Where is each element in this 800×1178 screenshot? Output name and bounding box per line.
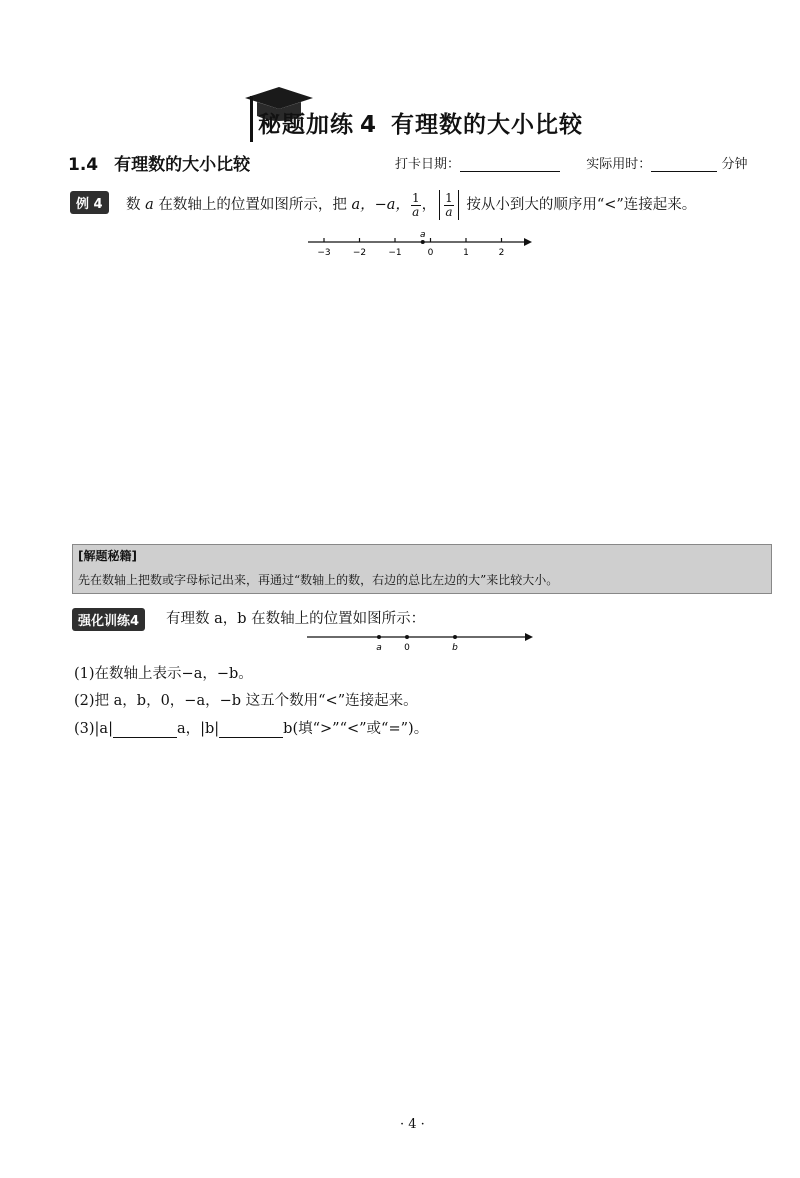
tick-label: −2 (352, 248, 367, 258)
number-line-practice (305, 628, 537, 654)
tick-label: 0 (427, 248, 434, 258)
abs-fraction-one-over-a: $\frac{1}{a}$ (445, 190, 453, 219)
example-tag: 例 4 (70, 191, 109, 214)
checkin-row (395, 153, 747, 172)
answer-blank-2[interactable] (219, 723, 283, 738)
point-b (453, 635, 457, 639)
tip-title: [解题秘籍] (78, 549, 137, 563)
date-label: 打卡日期： (395, 157, 461, 172)
section-name: 有理数的大小比较 (114, 155, 251, 175)
title-bar (250, 96, 253, 142)
fraction-one-over-a: $\frac{1}{a}$ (411, 190, 420, 219)
point-label: a (376, 643, 382, 653)
question-2: (2)把 a，b，0，−a，−b 这五个数用“<”连接起来。 (74, 693, 418, 709)
point-a (421, 240, 425, 244)
question-1: (1)在数轴上表示−a，−b。 (74, 666, 253, 682)
section-number: 1.4 (68, 155, 99, 175)
answer-blank-1[interactable] (113, 723, 177, 738)
page-number: · 4 · (400, 1117, 425, 1132)
date-field[interactable] (460, 157, 560, 172)
practice-intro: 有理数 a，b 在数轴上的位置如图所示： (166, 611, 426, 627)
number-line-example (300, 228, 540, 262)
time-label: 实际用时： (586, 157, 652, 172)
tick-label: 1 (463, 248, 469, 258)
page-title: 秘题加练 4 有理数的大小比较 (258, 112, 584, 138)
time-field[interactable] (651, 157, 717, 172)
question-3: (3)|a| a，|b| b(填“>”“<”或“=”)。 (74, 721, 429, 737)
tick-label: 2 (498, 248, 505, 258)
point-0 (405, 635, 409, 639)
section-heading (68, 150, 250, 175)
tip-body: 先在数轴上把数或字母标记出来，再通过“数轴上的数，右边的总比左边的大”来比较大小。 (78, 573, 559, 587)
point-label: 0 (404, 643, 410, 653)
point-a-label: a (419, 230, 426, 240)
time-unit: 分钟 (721, 157, 748, 172)
practice-tag: 强化训练4 (72, 608, 145, 631)
point-label: b (452, 643, 458, 653)
example-question: 数 a 在数轴上的位置如图所示，把 a，−a， $\frac{1}{a}$ ， $\frac{1}{a}$ 按从小到大的顺序用“<”连接起来。 (126, 190, 697, 219)
tick-label: −1 (388, 248, 402, 258)
point-a (377, 635, 381, 639)
tick-label: −3 (317, 248, 331, 258)
